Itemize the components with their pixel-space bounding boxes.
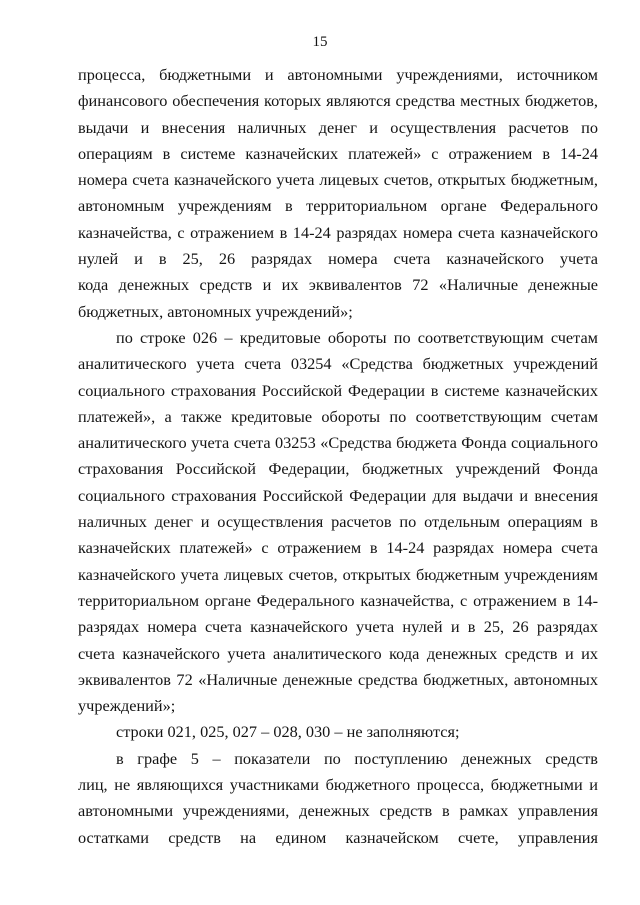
text-line: остатками средств на едином казначейском счете, управления	[78, 827, 598, 847]
text-line: финансового обеспечения которых являются средства местных бюджетов,	[78, 91, 598, 111]
text-line: автономным учреждениям в территориальном органе Федерального	[78, 196, 598, 216]
text-line: автономными учреждениями, денежных средств в рамках управления	[78, 801, 598, 821]
text-line: аналитического учета счета 03253 «Средства бюджета Фонда социального	[78, 433, 598, 453]
text-line: по строке 026 – кредитовые обороты по соответствующим счетам	[116, 327, 598, 347]
text-line: казначейского учета лицевых счетов, открытых бюджетным учреждениям	[78, 564, 598, 584]
text-line: платежей», а также кредитовые обороты по соответствующим счетам	[78, 406, 598, 426]
text-line: казначейства, с отражением в 14-24 разрядах номера счета казначейского	[78, 222, 598, 242]
text-line: разрядах номера счета казначейского учета нулей и в 25, 26 разрядах	[78, 617, 598, 637]
page-number: 15	[312, 34, 328, 50]
text-line: социального страхования Российской Федерации в системе казначейских	[78, 380, 598, 400]
text-line: эквивалентов 72 «Наличные денежные средства бюджетных, автономных	[78, 669, 598, 689]
text-line: операциям в системе казначейских платежей» с отражением в 14-24	[78, 143, 598, 163]
text-line: социального страхования Российской Федерации для выдачи и внесения	[78, 485, 598, 505]
text-line: учреждений»;	[78, 696, 176, 716]
text-line: кода денежных средств и их эквивалентов 72 «Наличные денежные	[78, 275, 598, 295]
text-line: строки 021, 025, 027 – 028, 030 – не заполняются;	[116, 722, 460, 742]
text-line: наличных денег и осуществления расчетов по отдельным операциям в	[78, 512, 598, 532]
text-line: территориальном органе Федерального казначейства, с отражением в 14-	[78, 590, 598, 610]
text-line: счета казначейского учета аналитического кода денежных средств и их	[78, 643, 598, 663]
body-text	[78, 62, 598, 851]
text-line: аналитического учета счета 03254 «Средства бюджетных учреждений	[78, 354, 598, 374]
text-line: процесса, бюджетными и автономными учреждениями, источником	[78, 65, 598, 84]
text-line: бюджетных, автономных учреждений»;	[78, 301, 353, 321]
text-line: лиц, не являющихся участниками бюджетного процесса, бюджетными и	[78, 775, 598, 795]
text-line: выдачи и внесения наличных денег и осуществления расчетов по	[78, 117, 598, 137]
text-line: номера счета казначейского учета лицевых счетов, открытых бюджетным,	[78, 170, 598, 190]
text-line: нулей и в 25, 26 разрядах номера счета казначейского учета	[78, 249, 598, 269]
text-line: казначейских платежей» с отражением в 14-24 разрядах номера счета	[78, 538, 598, 558]
text-line: в графе 5 – показатели по поступлению денежных средств	[116, 748, 598, 768]
text-line: страхования Российской Федерации, бюджетных учреждений Фонда	[78, 459, 598, 479]
